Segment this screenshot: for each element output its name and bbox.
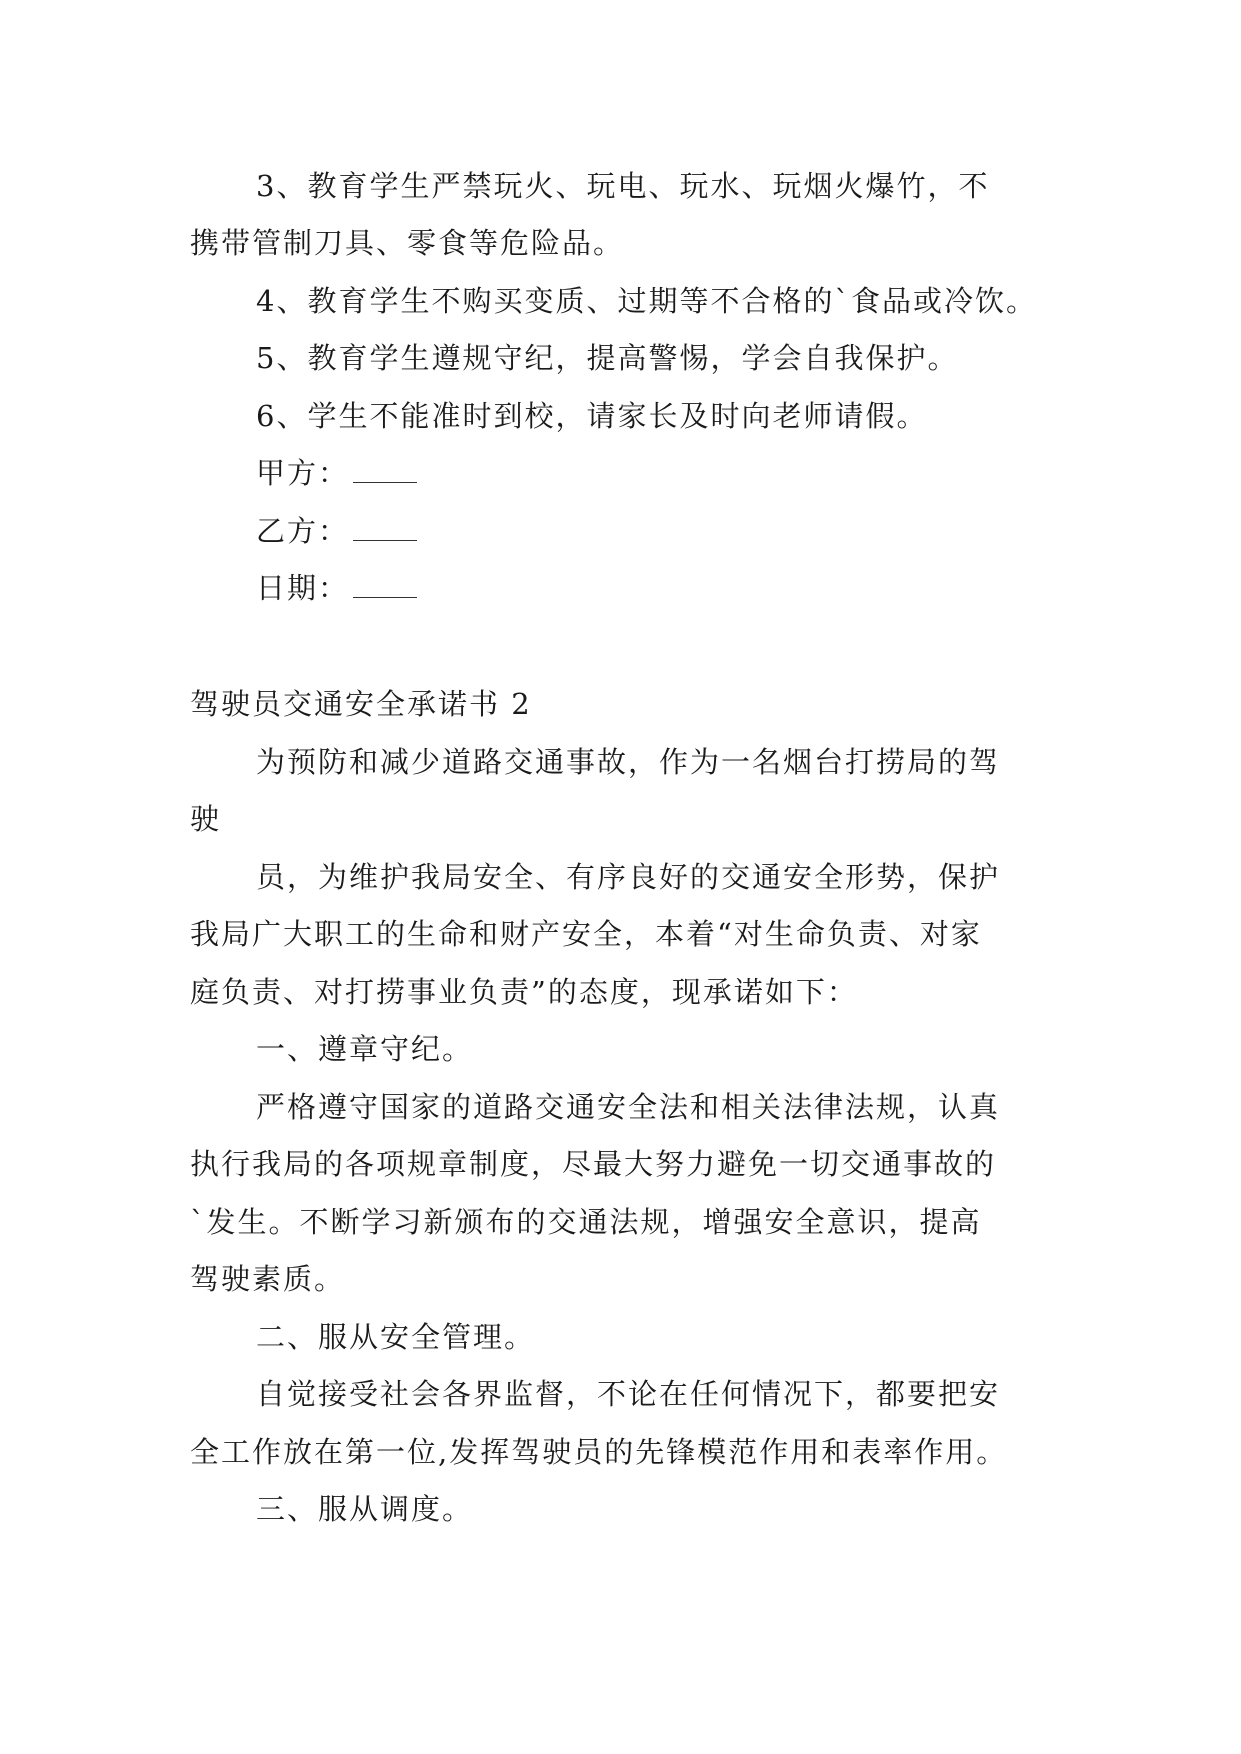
para-2-line-4: 驾驶素质。 <box>190 1262 346 1296</box>
section-2-title: 驾驶员交通安全承诺书 2 <box>190 687 532 721</box>
heading-3: 三、服从调度。 <box>256 1492 474 1526</box>
item-3-line-1: 3、教育学生严禁玩火、玩电、玩水、玩烟火爆竹，不 <box>256 169 990 203</box>
para-2-line-2: 执行我局的各项规章制度，尽最大努力避免一切交通事故的 <box>190 1147 997 1181</box>
item-4: 4、教育学生不购买变质、过期等不合格的`食品或冷饮。 <box>256 284 1037 318</box>
para-3-line-2: 全工作放在第一位,发挥驾驶员的先锋模范作用和表率作用。 <box>190 1435 1008 1469</box>
intro-line-1: 为预防和减少道路交通事故，作为一名烟台打捞局的驾 <box>256 745 1001 779</box>
para-2-line-1: 严格遵守国家的道路交通安全法和相关法律法规，认真 <box>256 1090 1001 1124</box>
item-3-line-2: 携带管制刀具、零食等危险品。 <box>190 226 625 260</box>
heading-2: 二、服从安全管理。 <box>256 1320 536 1354</box>
para-3-line-1: 自觉接受社会各界监督，不论在任何情况下，都要把安 <box>256 1377 1001 1411</box>
intro-line-2: 驶 <box>190 802 222 836</box>
para-2-line-3: `发生。不断学习新颁布的交通法规，增强安全意识，提高 <box>190 1205 982 1239</box>
date-label: 日期： <box>256 571 350 605</box>
party-b-label: 乙方： <box>256 514 350 548</box>
item-5: 5、教育学生遵规守纪，提高警惕，学会自我保护。 <box>256 341 959 375</box>
party-a-row <box>256 453 1126 493</box>
para-1-line-2: 我局广大职工的生命和财产安全，本着“对生命负责、对家 <box>190 917 982 951</box>
item-6: 6、学生不能准时到校，请家长及时向老师请假。 <box>256 399 928 433</box>
para-1-line-3: 庭负责、对打捞事业负责”的态度，现承诺如下： <box>190 975 858 1009</box>
party-b-row <box>256 511 1126 551</box>
date-row <box>256 568 1126 608</box>
date-blank <box>353 573 417 598</box>
para-1-line-1: 员，为维护我局安全、有序良好的交通安全形势，保护 <box>256 860 1001 894</box>
party-a-blank <box>353 458 417 483</box>
heading-1: 一、遵章守纪。 <box>256 1032 474 1066</box>
party-b-blank <box>353 516 417 541</box>
party-a-label: 甲方： <box>256 456 350 490</box>
